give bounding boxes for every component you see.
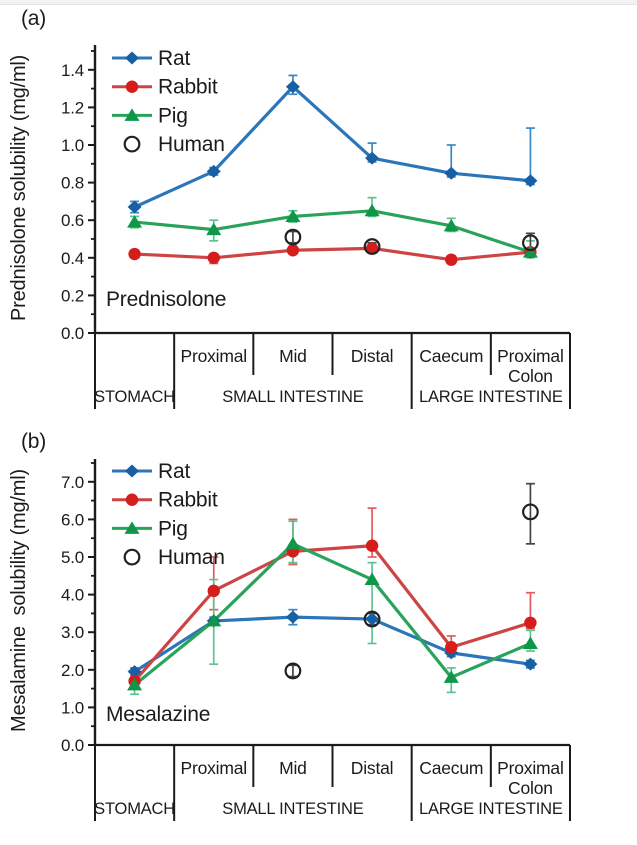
category-group-label: SMALL INTESTINE — [222, 800, 364, 818]
category-label: Proximal — [497, 758, 564, 778]
category-label: Colon — [508, 366, 553, 386]
y-tick-label: 2.0 — [60, 660, 84, 680]
rat-marker — [286, 611, 300, 624]
category-label: Colon — [508, 778, 553, 798]
rabbit-marker — [445, 253, 457, 265]
rabbit-marker — [208, 585, 220, 597]
rabbit-marker — [366, 540, 378, 552]
legend-marker-rabbit — [126, 81, 138, 93]
panel-a-annotation: Prednisolone — [106, 288, 227, 311]
y-tick-label: 0.0 — [60, 736, 84, 755]
panel-a-label: (a) — [21, 7, 47, 30]
category-label: Mid — [279, 758, 307, 778]
legend-label-human: Human — [158, 546, 225, 570]
category-group-label: LARGE INTESTINE — [418, 388, 563, 406]
legend-label-rabbit: Rabbit — [158, 488, 218, 512]
y-tick-label: 0.2 — [60, 286, 84, 306]
panel-b — [0, 423, 637, 845]
rabbit-line — [135, 248, 531, 259]
legend-label-human: Human — [158, 133, 225, 157]
y-tick-label: 6.0 — [60, 510, 84, 530]
y-tick-label: 7.0 — [60, 472, 84, 492]
legend-label-rabbit: Rabbit — [158, 75, 218, 99]
legend-label-pig: Pig — [158, 517, 188, 541]
rabbit-marker — [524, 617, 536, 629]
rabbit-marker — [287, 244, 299, 256]
y-tick-label: 0.6 — [60, 211, 84, 231]
category-label: Proximal — [180, 758, 247, 778]
category-label: Distal — [350, 346, 394, 366]
legend-marker-rat — [125, 52, 139, 65]
y-tick-label: 3.0 — [60, 623, 84, 643]
legend-marker-rabbit — [126, 494, 138, 506]
mesalamine-chart — [0, 423, 637, 845]
panel-a-y-axis-title: Prednisolone solubility (mg/ml) — [8, 54, 30, 322]
legend-label-pig: Pig — [158, 104, 188, 128]
category-label: Distal — [350, 758, 394, 778]
category-group-label: SMALL INTESTINE — [222, 388, 364, 406]
rat-marker — [128, 201, 142, 214]
y-tick-label: 0.8 — [60, 173, 84, 193]
legend-marker-human — [125, 137, 140, 152]
rabbit-marker — [445, 641, 457, 653]
pig-line — [135, 211, 531, 252]
pig-marker — [523, 636, 538, 649]
legend-label-rat: Rat — [158, 47, 191, 70]
category-label: Proximal — [497, 346, 564, 366]
category-group-label: STOMACH — [94, 800, 175, 818]
legend-marker-human — [125, 550, 140, 565]
category-label: Caecum — [419, 758, 484, 778]
y-tick-label: 1.4 — [60, 60, 84, 80]
category-group-label: LARGE INTESTINE — [418, 800, 563, 818]
panel-b-annotation: Mesalazine — [106, 703, 211, 726]
rat-marker — [523, 174, 537, 187]
pig-marker — [285, 537, 300, 550]
y-tick-label: 1.0 — [60, 698, 84, 718]
y-tick-label: 1.2 — [60, 98, 84, 118]
rat-marker — [523, 658, 537, 671]
category-group-label: STOMACH — [94, 388, 175, 406]
legend-label-rat: Rat — [158, 460, 191, 483]
rat-marker — [444, 167, 458, 180]
y-tick-label: 4.0 — [60, 585, 84, 605]
category-label: Proximal — [180, 346, 247, 366]
panel-b-label: (b) — [21, 430, 47, 453]
rat-line — [135, 617, 531, 672]
category-label: Mid — [279, 346, 307, 366]
panel-b-y-axis-title: Mesalamine solubility (mg/ml) — [8, 469, 30, 733]
legend-marker-rat — [125, 465, 139, 478]
y-tick-label: 5.0 — [60, 548, 84, 567]
y-tick-label: 1.0 — [60, 136, 84, 155]
y-tick-label: 0.4 — [60, 248, 84, 268]
category-label: Caecum — [419, 346, 484, 366]
y-tick-label: 0.0 — [60, 324, 84, 343]
rabbit-marker — [208, 252, 220, 264]
rabbit-marker — [128, 248, 140, 260]
